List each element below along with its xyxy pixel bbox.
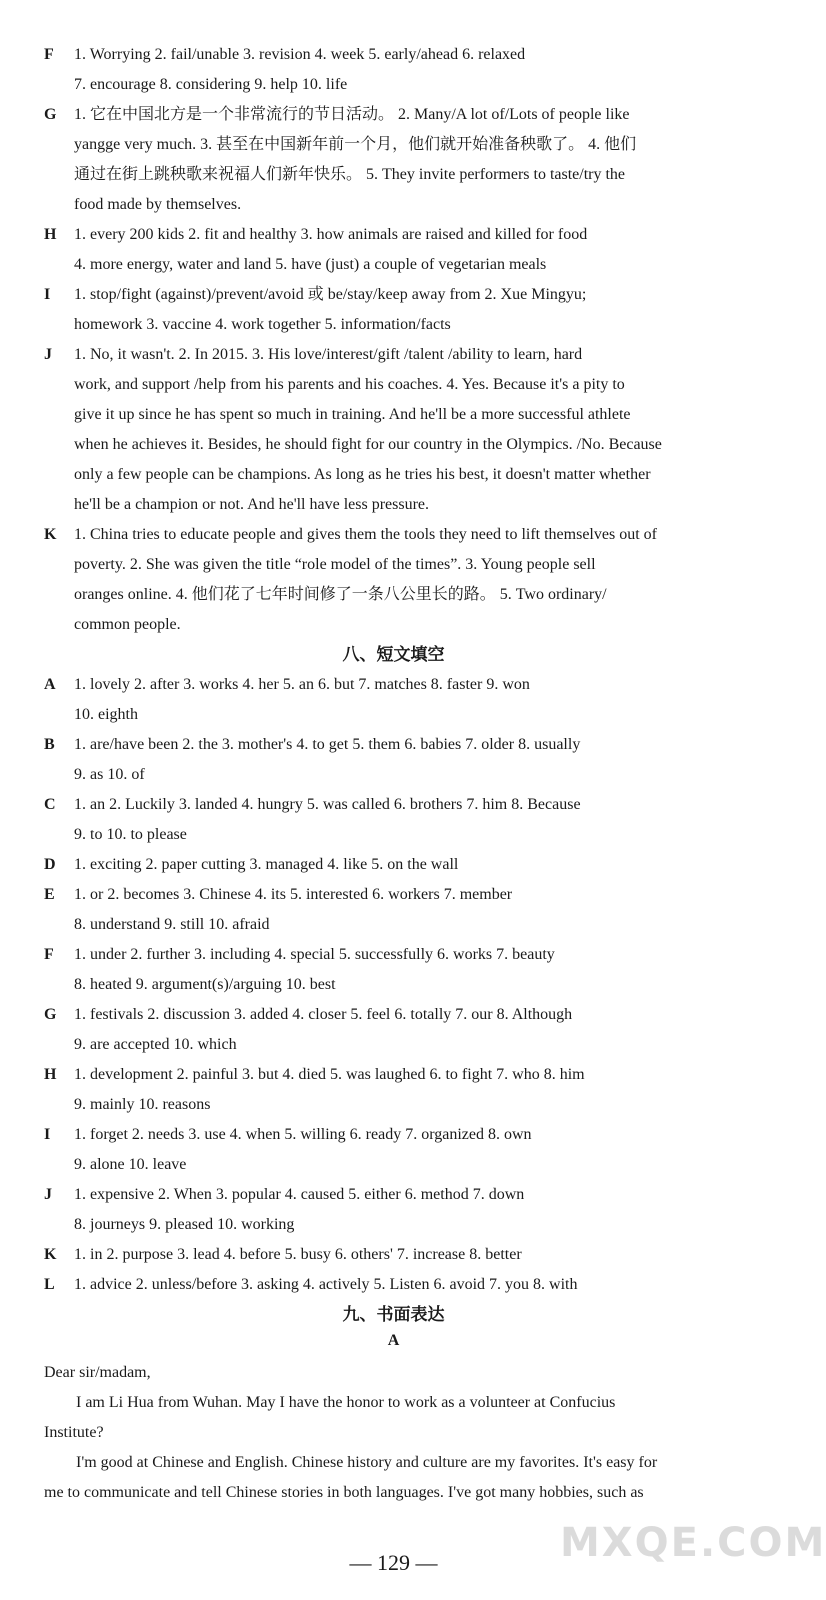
answer-line: 1. China tries to educate people and gives them the tools they need to lift themselves out of: [74, 526, 657, 543]
answer-line: 1. under 2. further 3. including 4. special 5. successfully 6. works 7. beauty: [74, 946, 555, 963]
answer-group: [44, 1180, 740, 1240]
answer-line: 1. or 2. becomes 3. Chinese 4. its 5. interested 6. workers 7. member: [74, 886, 513, 903]
answer-line: 8. journeys 9. pleased 10. working: [74, 1216, 295, 1233]
answer-line: oranges online. 4. 他们花了七年时间修了一条八公里长的路。 5. Two ordinary/: [74, 586, 607, 603]
answer-line: 8. understand 9. still 10. afraid: [74, 916, 270, 933]
letter-line: Institute?: [44, 1424, 104, 1441]
answer-group: [44, 100, 740, 220]
answer-line: 1. 它在中国北方是一个非常流行的节日活动。 2. Many/A lot of/Lots of people like: [74, 106, 630, 123]
answer-group: [44, 940, 740, 1000]
letter-line: me to communicate and tell Chinese stories in both languages. I've got many hobbies, such as: [44, 1484, 644, 1501]
answer-line: he'll be a champion or not. And he'll have less pressure.: [74, 496, 430, 513]
answer-line: homework 3. vaccine 4. work together 5. information/facts: [74, 316, 451, 333]
group-letter: J: [44, 346, 52, 363]
answer-line: 8. heated 9. argument(s)/arguing 10. best: [74, 976, 336, 993]
answer-line: 4. more energy, water and land 5. have (just) a couple of vegetarian meals: [74, 256, 547, 273]
group-letter: H: [44, 226, 57, 243]
answer-line: work, and support /help from his parents and his coaches. 4. Yes. Because it's a pity to: [74, 376, 625, 393]
answer-line: food made by themselves.: [74, 196, 242, 213]
group-letter: C: [44, 796, 56, 813]
answer-group: [44, 880, 740, 940]
answer-line: 1. lovely 2. after 3. works 4. her 5. an 6. but 7. matches 8. faster 9. won: [74, 676, 530, 693]
group-letter: G: [44, 1006, 57, 1023]
letter-greeting: Dear sir/madam,: [44, 1364, 151, 1381]
answer-group: [44, 520, 740, 640]
answer-line: 1. exciting 2. paper cutting 3. managed 4. like 5. on the wall: [74, 856, 459, 873]
group-letter: D: [44, 856, 56, 873]
letter-line: I am Li Hua from Wuhan. May I have the honor to work as a volunteer at Confucius: [44, 1394, 616, 1411]
answer-group: [44, 220, 740, 280]
letter-paragraph-1: [44, 1388, 734, 1448]
answer-group: [44, 1000, 740, 1060]
group-letter: A: [44, 676, 56, 693]
answer-group: [44, 1120, 740, 1180]
group-letter: F: [44, 946, 54, 963]
answer-line: 1. festivals 2. discussion 3. added 4. closer 5. feel 6. totally 7. our 8. Although: [74, 1006, 573, 1023]
answer-group: [44, 850, 740, 880]
group-letter: J: [44, 1186, 52, 1203]
answer-group: [44, 280, 740, 340]
answer-line: 9. to 10. to please: [74, 826, 187, 843]
answer-line: when he achieves it. Besides, he should fight for our country in the Olympics. /No. Because: [74, 436, 662, 453]
group-letter: I: [44, 1126, 51, 1143]
answer-line: 1. No, it wasn't. 2. In 2015. 3. His love/interest/gift /talent /ability to learn, hard: [74, 346, 583, 363]
answer-line: poverty. 2. She was given the title “role model of the times”. 3. Young people sell: [74, 556, 596, 573]
answer-line: only a few people can be champions. As long as he tries his best, it doesn't matter whether: [74, 466, 651, 483]
answer-group: [44, 1240, 740, 1270]
answer-group: [44, 1060, 740, 1120]
answer-group: [44, 730, 740, 790]
group-letter: K: [44, 526, 57, 543]
answer-line: 10. eighth: [74, 706, 138, 723]
answer-line: 1. every 200 kids 2. fit and healthy 3. how animals are raised and killed for food: [74, 226, 588, 243]
group-letter: F: [44, 46, 54, 63]
answer-line: 1. expensive 2. When 3. popular 4. caused 5. either 6. method 7. down: [74, 1186, 525, 1203]
answer-group: [44, 670, 740, 730]
section-9-heading: 九、书面表达: [342, 1305, 445, 1324]
answer-line: 1. Worrying 2. fail/unable 3. revision 4. week 5. early/ahead 6. relaxed: [74, 46, 526, 63]
group-letter: G: [44, 106, 57, 123]
letter-paragraph-2: [44, 1448, 734, 1508]
group-letter: E: [44, 886, 55, 903]
answer-line: 1. development 2. painful 3. but 4. died 5. was laughed 6. to fight 7. who 8. him: [74, 1066, 585, 1083]
answer-group: [44, 40, 740, 100]
answer-group: [44, 1270, 740, 1300]
group-letter: L: [44, 1276, 55, 1293]
group-letter: I: [44, 286, 51, 303]
answer-group: [44, 790, 740, 850]
answer-line: 9. as 10. of: [74, 766, 145, 783]
section-8-heading: 八、短文填空: [342, 645, 445, 664]
answer-line: 7. encourage 8. considering 9. help 10. life: [74, 76, 348, 93]
letter-line: I'm good at Chinese and English. Chinese history and culture are my favorites. It's easy for: [44, 1454, 658, 1471]
section-9-subheading: A: [387, 1332, 400, 1349]
answer-line: 1. stop/fight (against)/prevent/avoid 或 be/stay/keep away from 2. Xue Mingyu;: [74, 286, 587, 303]
answer-line: common people.: [74, 616, 181, 633]
answer-line: 9. alone 10. leave: [74, 1156, 187, 1173]
group-letter: H: [44, 1066, 57, 1083]
watermark-logo: MXQE.COM: [560, 1520, 826, 1566]
answer-line: give it up since he has spent so much in training. And he'll be a more successful athlete: [74, 406, 631, 423]
answer-line: 1. forget 2. needs 3. use 4. when 5. willing 6. ready 7. organized 8. own: [74, 1126, 532, 1143]
answer-line: 1. an 2. Luckily 3. landed 4. hungry 5. was called 6. brothers 7. him 8. Because: [74, 796, 581, 813]
answer-line: 通过在街上跳秧歌来祝福人们新年快乐。 5. They invite performers to taste/try the: [74, 166, 626, 183]
answer-line: 9. mainly 10. reasons: [74, 1096, 211, 1113]
answer-line: 1. in 2. purpose 3. lead 4. before 5. busy 6. others' 7. increase 8. better: [74, 1246, 522, 1263]
page-number: — 129 —: [349, 1550, 438, 1575]
answer-line: 9. are accepted 10. which: [74, 1036, 237, 1053]
answer-line: 1. are/have been 2. the 3. mother's 4. to get 5. them 6. babies 7. older 8. usually: [74, 736, 581, 753]
group-letter: K: [44, 1246, 57, 1263]
group-letter: B: [44, 736, 55, 753]
answer-line: yangge very much. 3. 甚至在中国新年前一个月，他们就开始准备秧歌了。 4. 他们: [74, 136, 637, 153]
answer-group: [44, 340, 740, 520]
answer-line: 1. advice 2. unless/before 3. asking 4. actively 5. Listen 6. avoid 7. you 8. with: [74, 1276, 578, 1293]
